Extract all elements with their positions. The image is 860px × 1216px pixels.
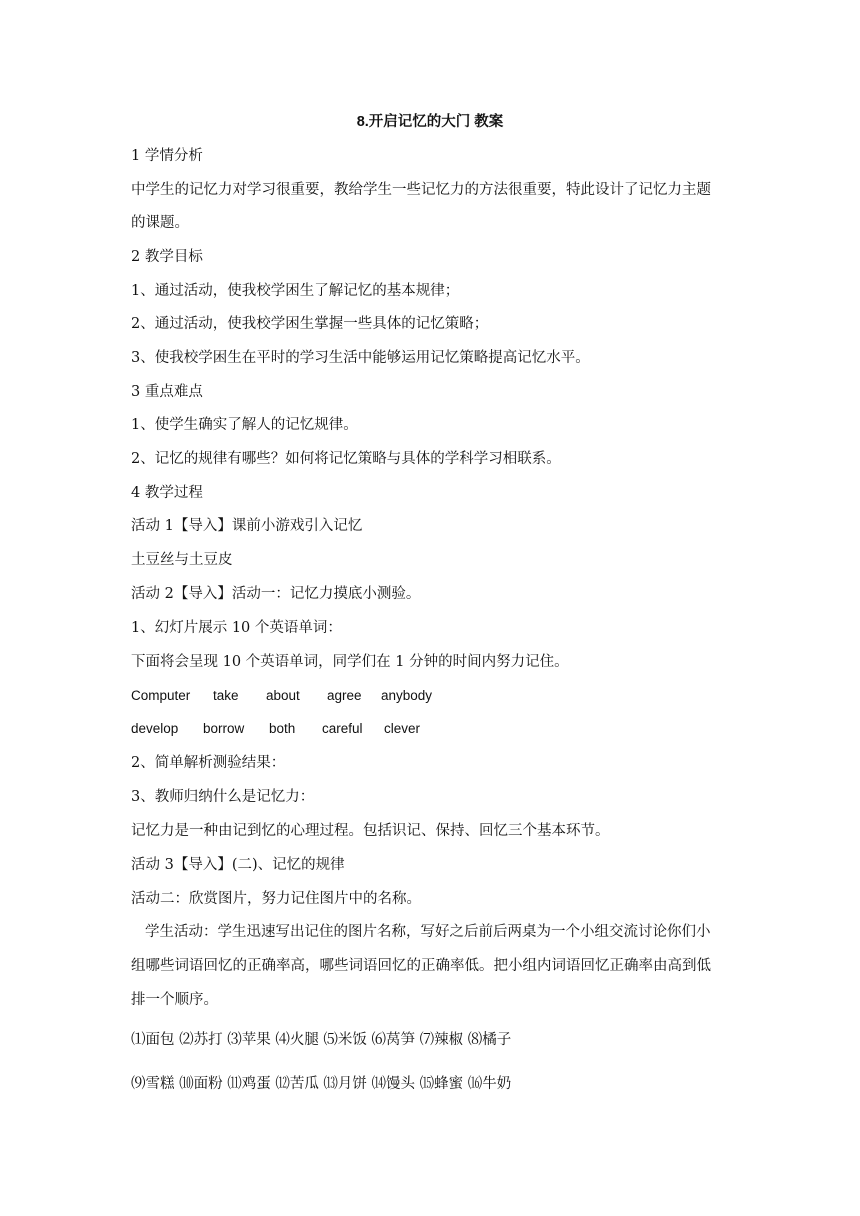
list-item: 3、使我校学困生在平时的学习生活中能够运用记忆策略提高记忆水平。 <box>131 350 590 366</box>
english-word: clever <box>384 721 421 736</box>
english-word: Computer <box>131 688 191 703</box>
activity-heading: 活动 3【导入】(二)、记忆的规律 <box>131 857 345 873</box>
paragraph-line: 中学生的记忆力对学习很重要，教给学生一些记忆力的方法很重要，特此设计了记忆力主题 <box>131 182 711 198</box>
activity-heading: 活动 2【导入】活动一：记忆力摸底小测验。 <box>131 586 421 602</box>
definition-text: 记忆力是一种由记到忆的心理过程。包括识记、保持、回忆三个基本环节。 <box>131 823 610 839</box>
activity-task: 活动二：欣赏图片，努力记住图片中的名称。 <box>131 891 421 907</box>
english-words-row-2 <box>131 719 531 739</box>
document-title: 8.开启记忆的大门 教案 <box>356 114 504 130</box>
step-text: 2、简单解析测验结果： <box>131 755 286 771</box>
paragraph-line: 的课题。 <box>131 215 189 231</box>
section-heading-teaching-process: 4 教学过程 <box>131 485 203 501</box>
paragraph-line: 组哪些词语回忆的正确率高，哪些词语回忆的正确率低。把小组内词语回忆正确率由高到低 <box>131 958 711 974</box>
english-word: develop <box>131 721 179 736</box>
step-text: 1、幻灯片展示 10 个英语单词： <box>131 620 342 636</box>
paragraph-line: 学生活动：学生迅速写出记住的图片名称，写好之后前后两桌为一个小组交流讨论你们小 <box>145 924 711 940</box>
english-word: about <box>266 688 300 703</box>
section-heading-learning-analysis: 1 学情分析 <box>131 148 203 164</box>
english-word: agree <box>327 688 362 703</box>
section-heading-teaching-goals: 2 教学目标 <box>131 249 203 265</box>
section-heading-key-points: 3 重点难点 <box>131 384 203 400</box>
step-text: 3、教师归纳什么是记忆力： <box>131 789 315 805</box>
activity-heading: 活动 1【导入】课前小游戏引入记忆 <box>131 518 363 534</box>
english-word: borrow <box>203 721 245 736</box>
list-item: 1、通过活动，使我校学困生了解记忆的基本规律； <box>131 283 460 299</box>
list-item: 2、通过活动，使我校学困生掌握一些具体的记忆策略； <box>131 316 489 332</box>
list-item: 1、使学生确实了解人的记忆规律。 <box>131 417 358 433</box>
english-word: both <box>269 721 296 736</box>
english-word: careful <box>322 721 363 736</box>
english-words-row-1 <box>131 686 531 706</box>
english-word: take <box>213 688 239 703</box>
food-list-row-1: ⑴面包 ⑵苏打 ⑶苹果 ⑷火腿 ⑸米饭 ⑹莴笋 ⑺辣椒 ⑻橘子 <box>131 1032 512 1048</box>
paragraph-line: 排一个顺序。 <box>131 992 218 1008</box>
step-description: 下面将会呈现 10 个英语单词，同学们在 1 分钟的时间内努力记住。 <box>131 654 569 670</box>
english-word: anybody <box>381 688 433 703</box>
activity-content: 土豆丝与土豆皮 <box>131 552 233 568</box>
list-item: 2、记忆的规律有哪些？如何将记忆策略与具体的学科学习相联系。 <box>131 451 561 467</box>
food-list-row-2: ⑼雪糕 ⑽面粉 ⑾鸡蛋 ⑿苦瓜 ⒀月饼 ⒁馒头 ⒂蜂蜜 ⒃牛奶 <box>131 1076 512 1092</box>
